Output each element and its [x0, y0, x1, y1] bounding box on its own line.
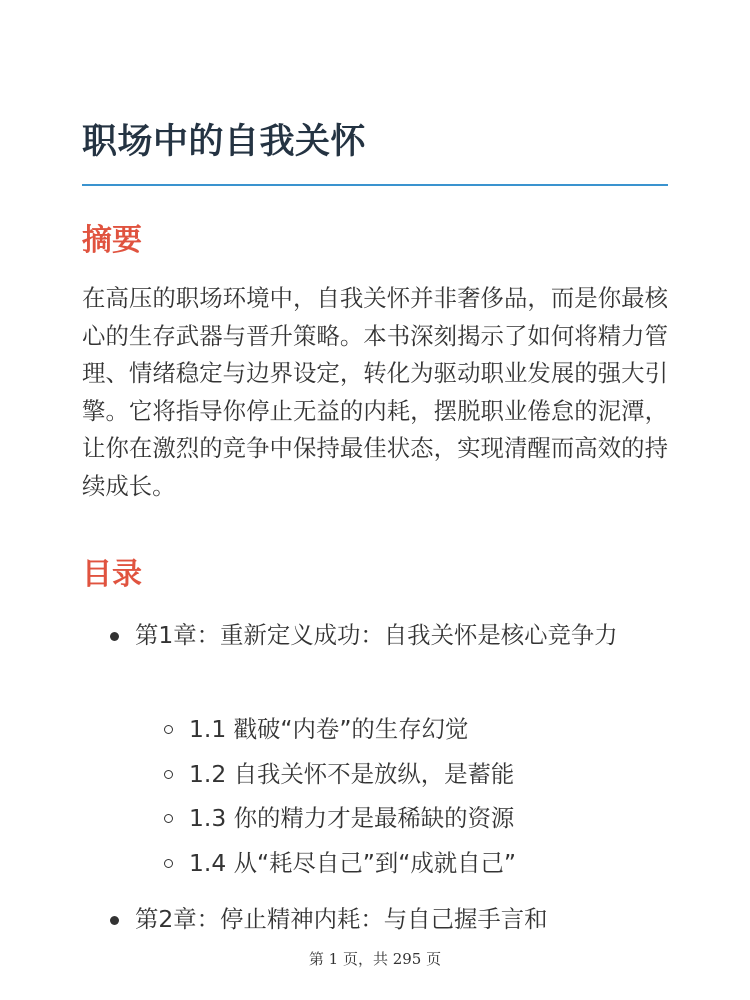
- toc-section-label: 1.3 你的精力才是最稀缺的资源: [189, 804, 515, 832]
- toc-section-1-3[interactable]: [82, 800, 668, 837]
- toc-chapter-label: 第2章：停止精神内耗：与自己握手言和: [135, 905, 548, 933]
- circle-bullet-icon: [164, 770, 173, 779]
- circle-bullet-icon: [164, 859, 173, 868]
- toc-section-label: 1.4 从“耗尽自己”到“成就自己”: [189, 849, 517, 877]
- toc-section-label: 1.1 戳破“内卷”的生存幻觉: [189, 715, 469, 743]
- toc-section-1-2[interactable]: [82, 756, 668, 793]
- toc-section-1-1[interactable]: [82, 711, 668, 748]
- summary-paragraph: 在高压的职场环境中，自我关怀并非奢侈品，而是你最核心的生存武器与晋升策略。本书深刻揭示了如何将精力管理、情绪稳定与边界设定，转化为驱动职业发展的强大引擎。它将指导你停止无益的内耗，摆脱职业倦怠的泥潭，让你在激烈的竞争中保持最佳状态，实现清醒而高效的持续成长。: [82, 284, 668, 500]
- document-page: [82, 0, 668, 1000]
- toc-heading: 目录: [82, 557, 142, 592]
- summary-heading: 摘要: [82, 223, 142, 258]
- bullet-icon: [110, 632, 119, 641]
- toc-section-label: 1.2 自我关怀不是放纵，是蓄能: [189, 760, 515, 788]
- page-number-footer: 第 1 页，共 295 页: [308, 950, 442, 968]
- title-divider: [82, 184, 668, 186]
- circle-bullet-icon: [164, 725, 173, 734]
- toc-chapter-label: 第1章：重新定义成功：自我关怀是核心竞争力: [135, 621, 618, 649]
- circle-bullet-icon: [164, 814, 173, 823]
- toc-section-1-4[interactable]: [82, 845, 668, 882]
- bullet-icon: [110, 916, 119, 925]
- document-title: 职场中的自我关怀: [82, 122, 367, 162]
